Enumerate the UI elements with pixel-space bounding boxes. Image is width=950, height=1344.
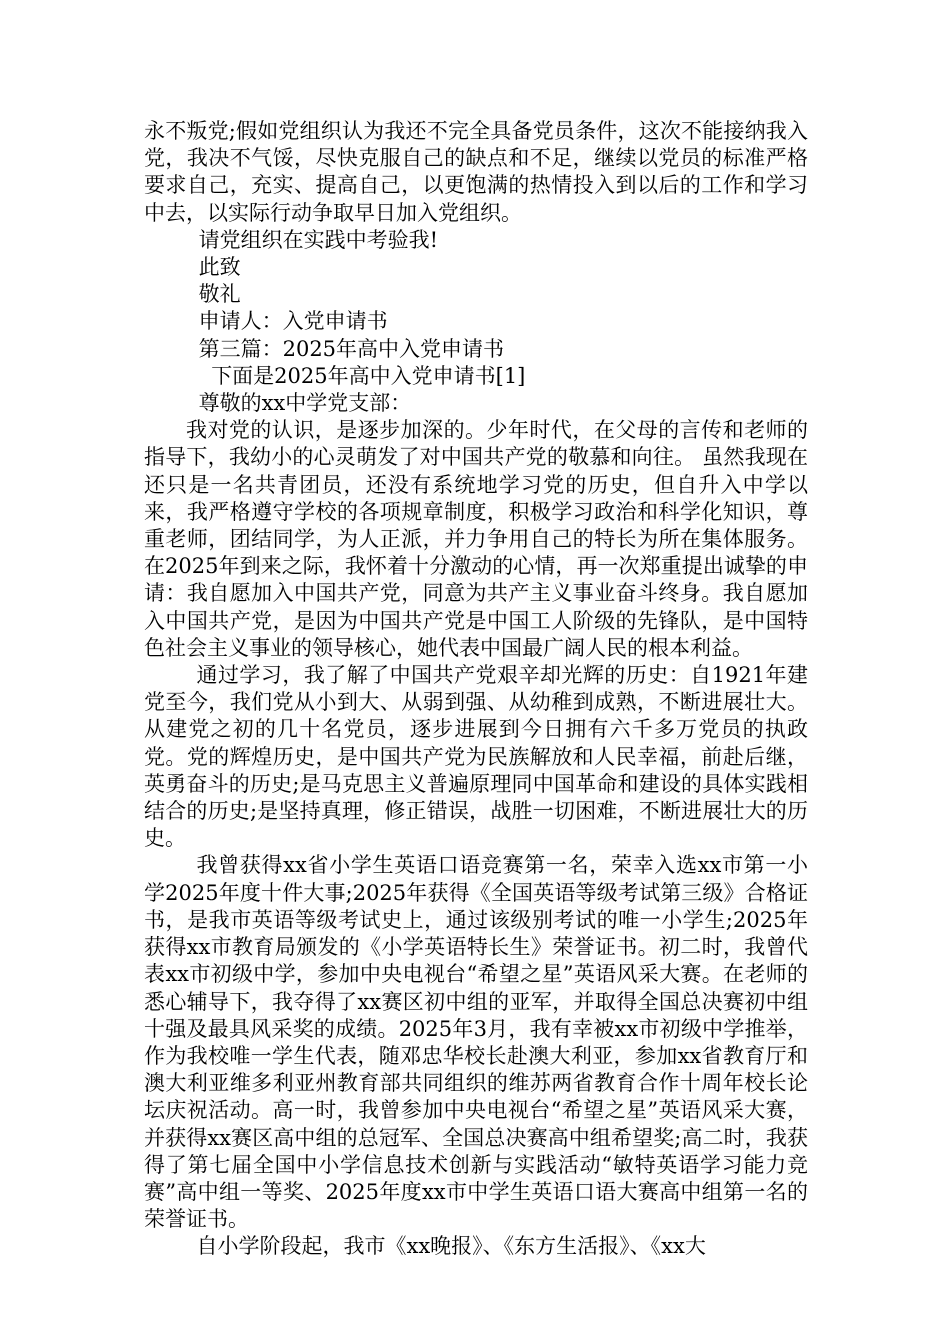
paragraph-media-coverage: 自小学阶段起，我市《xx晚报》、《东方生活报》、《xx大 [196,1234,706,1259]
paragraph-achievements: 我曾获得xx省小学生英语口语竞赛第一名，荣幸入选xx市第一小学2025年度十件大事;2025年获得《全国英语等级考试第三级》合格证书，是我市英语等级考试史上，通过该级别考试的唯一小学生;2025年获得xx市教育局颁发的《小学英语特长生》荣誉证书。初二时，我曾代表xx市初级中学，参加中央电视台“希望之星”英语风采大赛。在老师的悉心辅导下，我夺得了xx赛区初中组的亚军，并取得全国总决赛初中组十强及最具风采奖的成绩。2025年3月，我有幸被xx市初级中学推举，作为我校唯一学生代表，随邓忠华校长赴澳大利亚，参加xx省教育厅和澳大利亚维多利亚州教育部共同组织的维苏两省教育合作十周年校长论坛庆祝活动。高一时，我曾参加中央电视台“希望之星”英语风采大赛，并获得xx赛区高中组的总冠军、全国总决赛高中组希望奖;高二时，我获得了第七届全国中小学信息技术创新与实践活动“敏特英语学习能力竞赛”高中组一等奖、2025年度xx市中学生英语口语大赛高中组第一名的荣誉证书。 [144,853,808,1232]
document-page [144,118,808,1261]
line-applicant: 申请人：入党申请书 [198,309,388,334]
paragraph-party-history: 通过学习，我了解了中国共产党艰辛却光辉的历史：自1921年建党至今，我们党从小到大、从弱到强、从幼稚到成熟，不断进展壮大。从建党之初的几十名党员，逐步进展到今日拥有六千多万党员的执政党。党的辉煌历史，是中国共产党为民族解放和人民幸福，前赴后继，英勇奋斗的历史;是马克思主义普遍原理同中国革命和建设的具体实践相结合的历史;是坚持真理，修正错误，战胜一切困难，不断进展壮大的历史。 [144,663,808,851]
line-salutation-jingli: 敬礼 [198,282,241,307]
line-request-test: 请党组织在实践中考验我! [198,227,439,252]
section-subheading: 下面是2025年高中入党申请书[1] [211,363,526,388]
line-addressee: 尊敬的xx中学党支部： [198,391,412,416]
paragraph-understanding: 我对党的认识，是逐步加深的。少年时代，在父母的言传和老师的指导下，我幼小的心灵萌发了对中国共产党的敬慕和向往。 虽然我现在还只是一名共青团员，还没有系统地学习党的历史，但自升入中学以来，我严格遵守学校的各项规章制度，积极学习政治和科学化知识，尊重老师，团结同学，为人正派，并力争用自己的特长为所在集体服务。在2025年到来之际，我怀着十分激动的心情，再一次郑重提出诚挚的申请：我自愿加入中国共产党，同意为共产主义事业奋斗终身。我自愿加入中国共产党，是因为中国共产党是中国工人阶级的先锋队，是中国特色社会主义事业的领导核心，她代表中国最广阔人民的根本利益。 [144,418,808,660]
section-heading: 第三篇：2025年高中入党申请书 [198,336,505,361]
line-salutation-cizhi: 此致 [198,255,241,280]
paragraph-closing-pledge: 永不叛党;假如党组织认为我还不完全具备党员条件，这次不能接纳我入党，我决不气馁，尽快克服自己的缺点和不足，继续以党员的标准严格要求自己，充实、提高自己，以更饱满的热情投入到以后的工作和学习中去，以实际行动争取早日加入党组织。 [144,119,808,225]
